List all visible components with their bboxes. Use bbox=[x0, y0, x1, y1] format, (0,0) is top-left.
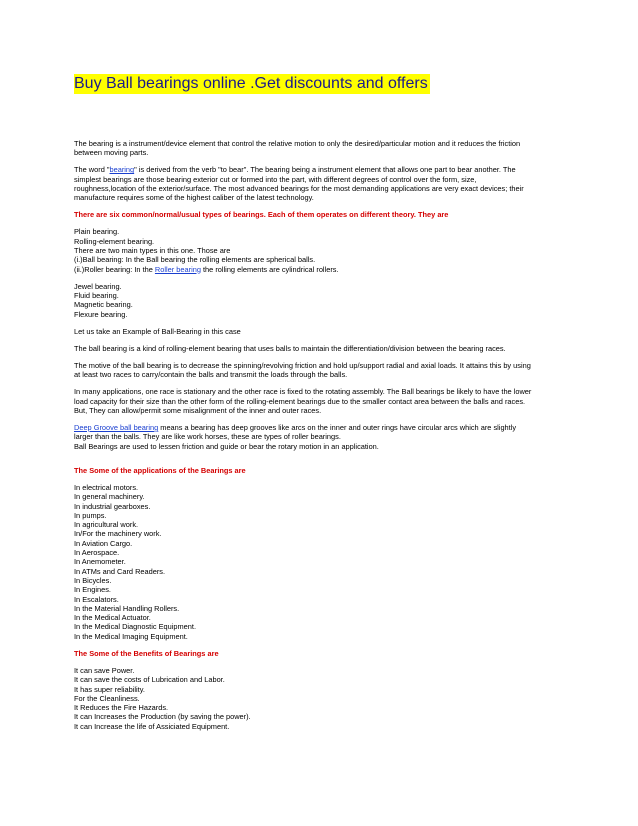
list-item: In Engines. bbox=[74, 585, 111, 595]
types-list-a bbox=[74, 227, 574, 273]
benefits-heading: The Some of the Benefits of Bearings are bbox=[74, 648, 219, 658]
benefits-list bbox=[74, 666, 574, 731]
motive-line: at least two races to carry/contain the balls and transmit the loads through the balls. bbox=[74, 370, 348, 380]
intro-paragraph bbox=[74, 139, 574, 158]
list-item: In industrial gearboxes. bbox=[74, 501, 151, 511]
list-item: In Anemometer. bbox=[74, 557, 126, 567]
list-item: It can save Power. bbox=[74, 665, 135, 675]
applications-line: load capacity for their size than the other form of the rolling-element bearings due to the smaller contact area between the balls and races. bbox=[74, 396, 526, 406]
example-line: Let us take an Example of Ball-Bearing in this case bbox=[74, 326, 241, 336]
motive-line: The motive of the ball bearing is to decrease the spinning/revolving friction and hold up/support radial and axial loads. It attains this by using bbox=[74, 360, 531, 370]
list-item: For the Cleanliness. bbox=[74, 693, 140, 703]
list-item: It can Increase the life of Assiciated Equipment. bbox=[74, 721, 230, 731]
roller-bearing-link[interactable]: Roller bearing bbox=[154, 264, 201, 274]
page-title: Buy Ball bearings online .Get discounts and offers bbox=[74, 75, 428, 92]
applications-heading: The Some of the applications of the Bearings are bbox=[74, 465, 246, 475]
text-span: the rolling elements are cylindrical rollers. bbox=[200, 264, 339, 274]
types-list-b bbox=[74, 282, 574, 319]
word-origin-line: simplest bearings are those bearing exterior cut or formed into the part, with different degrees of control over the form, size, bbox=[74, 174, 477, 184]
list-item: In the Medical Actuator. bbox=[74, 613, 151, 623]
list-item: In electrical motors. bbox=[74, 482, 139, 492]
deep-groove-paragraph bbox=[74, 423, 574, 451]
list-item: It can Increases the Production (by saving the power). bbox=[74, 712, 251, 722]
applications-line: But, They can allow/permit some misalignment of the inner and outer races. bbox=[74, 405, 322, 415]
type-item: Magnetic bearing. bbox=[74, 300, 133, 310]
document-body bbox=[74, 139, 574, 739]
deep-groove-link[interactable]: Deep Groove ball bearing bbox=[74, 423, 159, 432]
deep-groove-line: Ball Bearings are used to lessen friction and guide or bear the rotary motion in an application. bbox=[74, 441, 379, 451]
list-item: It Reduces the Fire Hazards. bbox=[74, 703, 169, 713]
text-span: " is derived from the verb "to bear". The bearing being a instrument element that allows one part to bear another. The bbox=[134, 165, 516, 175]
text-span: The word " bbox=[74, 165, 110, 175]
list-item: In general machinery. bbox=[74, 492, 145, 502]
list-item: In/For the machinery work. bbox=[74, 529, 162, 539]
type-item: Flexure bearing. bbox=[74, 309, 128, 319]
list-item: In agricultural work. bbox=[74, 520, 139, 530]
type-item: Fluid bearing. bbox=[74, 291, 119, 301]
applications-line: In many applications, one race is stationary and the other race is fixed to the rotating assembly. The Ball bearings be likely to have the lower bbox=[74, 387, 532, 397]
intro-line: The bearing is a instrument/device element that control the relative motion to only the desired/particular motion and it reduces the friction bbox=[74, 139, 521, 148]
type-item: Jewel bearing. bbox=[74, 281, 122, 291]
bearing-link[interactable]: bearing bbox=[109, 165, 135, 175]
list-item: It can save the costs of Lubrication and Labor. bbox=[74, 675, 225, 685]
list-item: In Aviation Cargo. bbox=[74, 538, 133, 548]
deep-groove-line bbox=[74, 423, 574, 432]
type-item: (i.)Ball bearing: In the Ball bearing the rolling elements are spherical balls. bbox=[74, 255, 316, 265]
list-item: It has super reliability. bbox=[74, 684, 145, 694]
text-span: means a bearing has deep grooves like arcs on the inner and outer rings have circular arcs which are slightly bbox=[158, 423, 517, 432]
deep-groove-line: larger than the balls. They are like work horses, these are types of roller bearings. bbox=[74, 432, 341, 442]
word-origin-line: roughness,location of the exterior/surface. The most advanced bearings for the most demanding applications are very exact devices; their bbox=[74, 183, 524, 193]
list-item: In pumps. bbox=[74, 510, 107, 520]
applications-paragraph bbox=[74, 387, 574, 415]
list-item: In the Medical Imaging Equipment. bbox=[74, 631, 188, 641]
type-item: There are two main types in this one. Those are bbox=[74, 246, 231, 256]
list-item: In Escalators. bbox=[74, 594, 119, 604]
list-item: In ATMs and Card Readers. bbox=[74, 566, 166, 576]
type-item bbox=[74, 265, 574, 274]
word-origin-line bbox=[74, 165, 574, 174]
text-span: (ii.)Roller bearing: In the bbox=[74, 264, 155, 274]
list-item: In the Material Handling Rollers. bbox=[74, 603, 180, 613]
six-types-heading: There are six common/normal/usual types of bearings. Each of them operates on different theory. They are bbox=[74, 210, 449, 220]
word-origin-line: manufacture requires some of the highest caliber of the latest technology. bbox=[74, 193, 314, 203]
type-item: Rolling-element bearing. bbox=[74, 236, 155, 246]
motive-paragraph bbox=[74, 361, 574, 380]
type-item: Plain bearing. bbox=[74, 227, 120, 237]
list-item: In Bicycles. bbox=[74, 575, 112, 585]
applications-list bbox=[74, 483, 574, 641]
list-item: In the Medical Diagnostic Equipment. bbox=[74, 622, 197, 632]
list-item: In Aerospace. bbox=[74, 548, 120, 558]
ball-definition: The ball bearing is a kind of rolling-element bearing that uses balls to maintain the differentiation/division between the bearing races. bbox=[74, 343, 506, 353]
word-origin-paragraph bbox=[74, 165, 574, 202]
intro-line: between moving parts. bbox=[74, 148, 149, 158]
